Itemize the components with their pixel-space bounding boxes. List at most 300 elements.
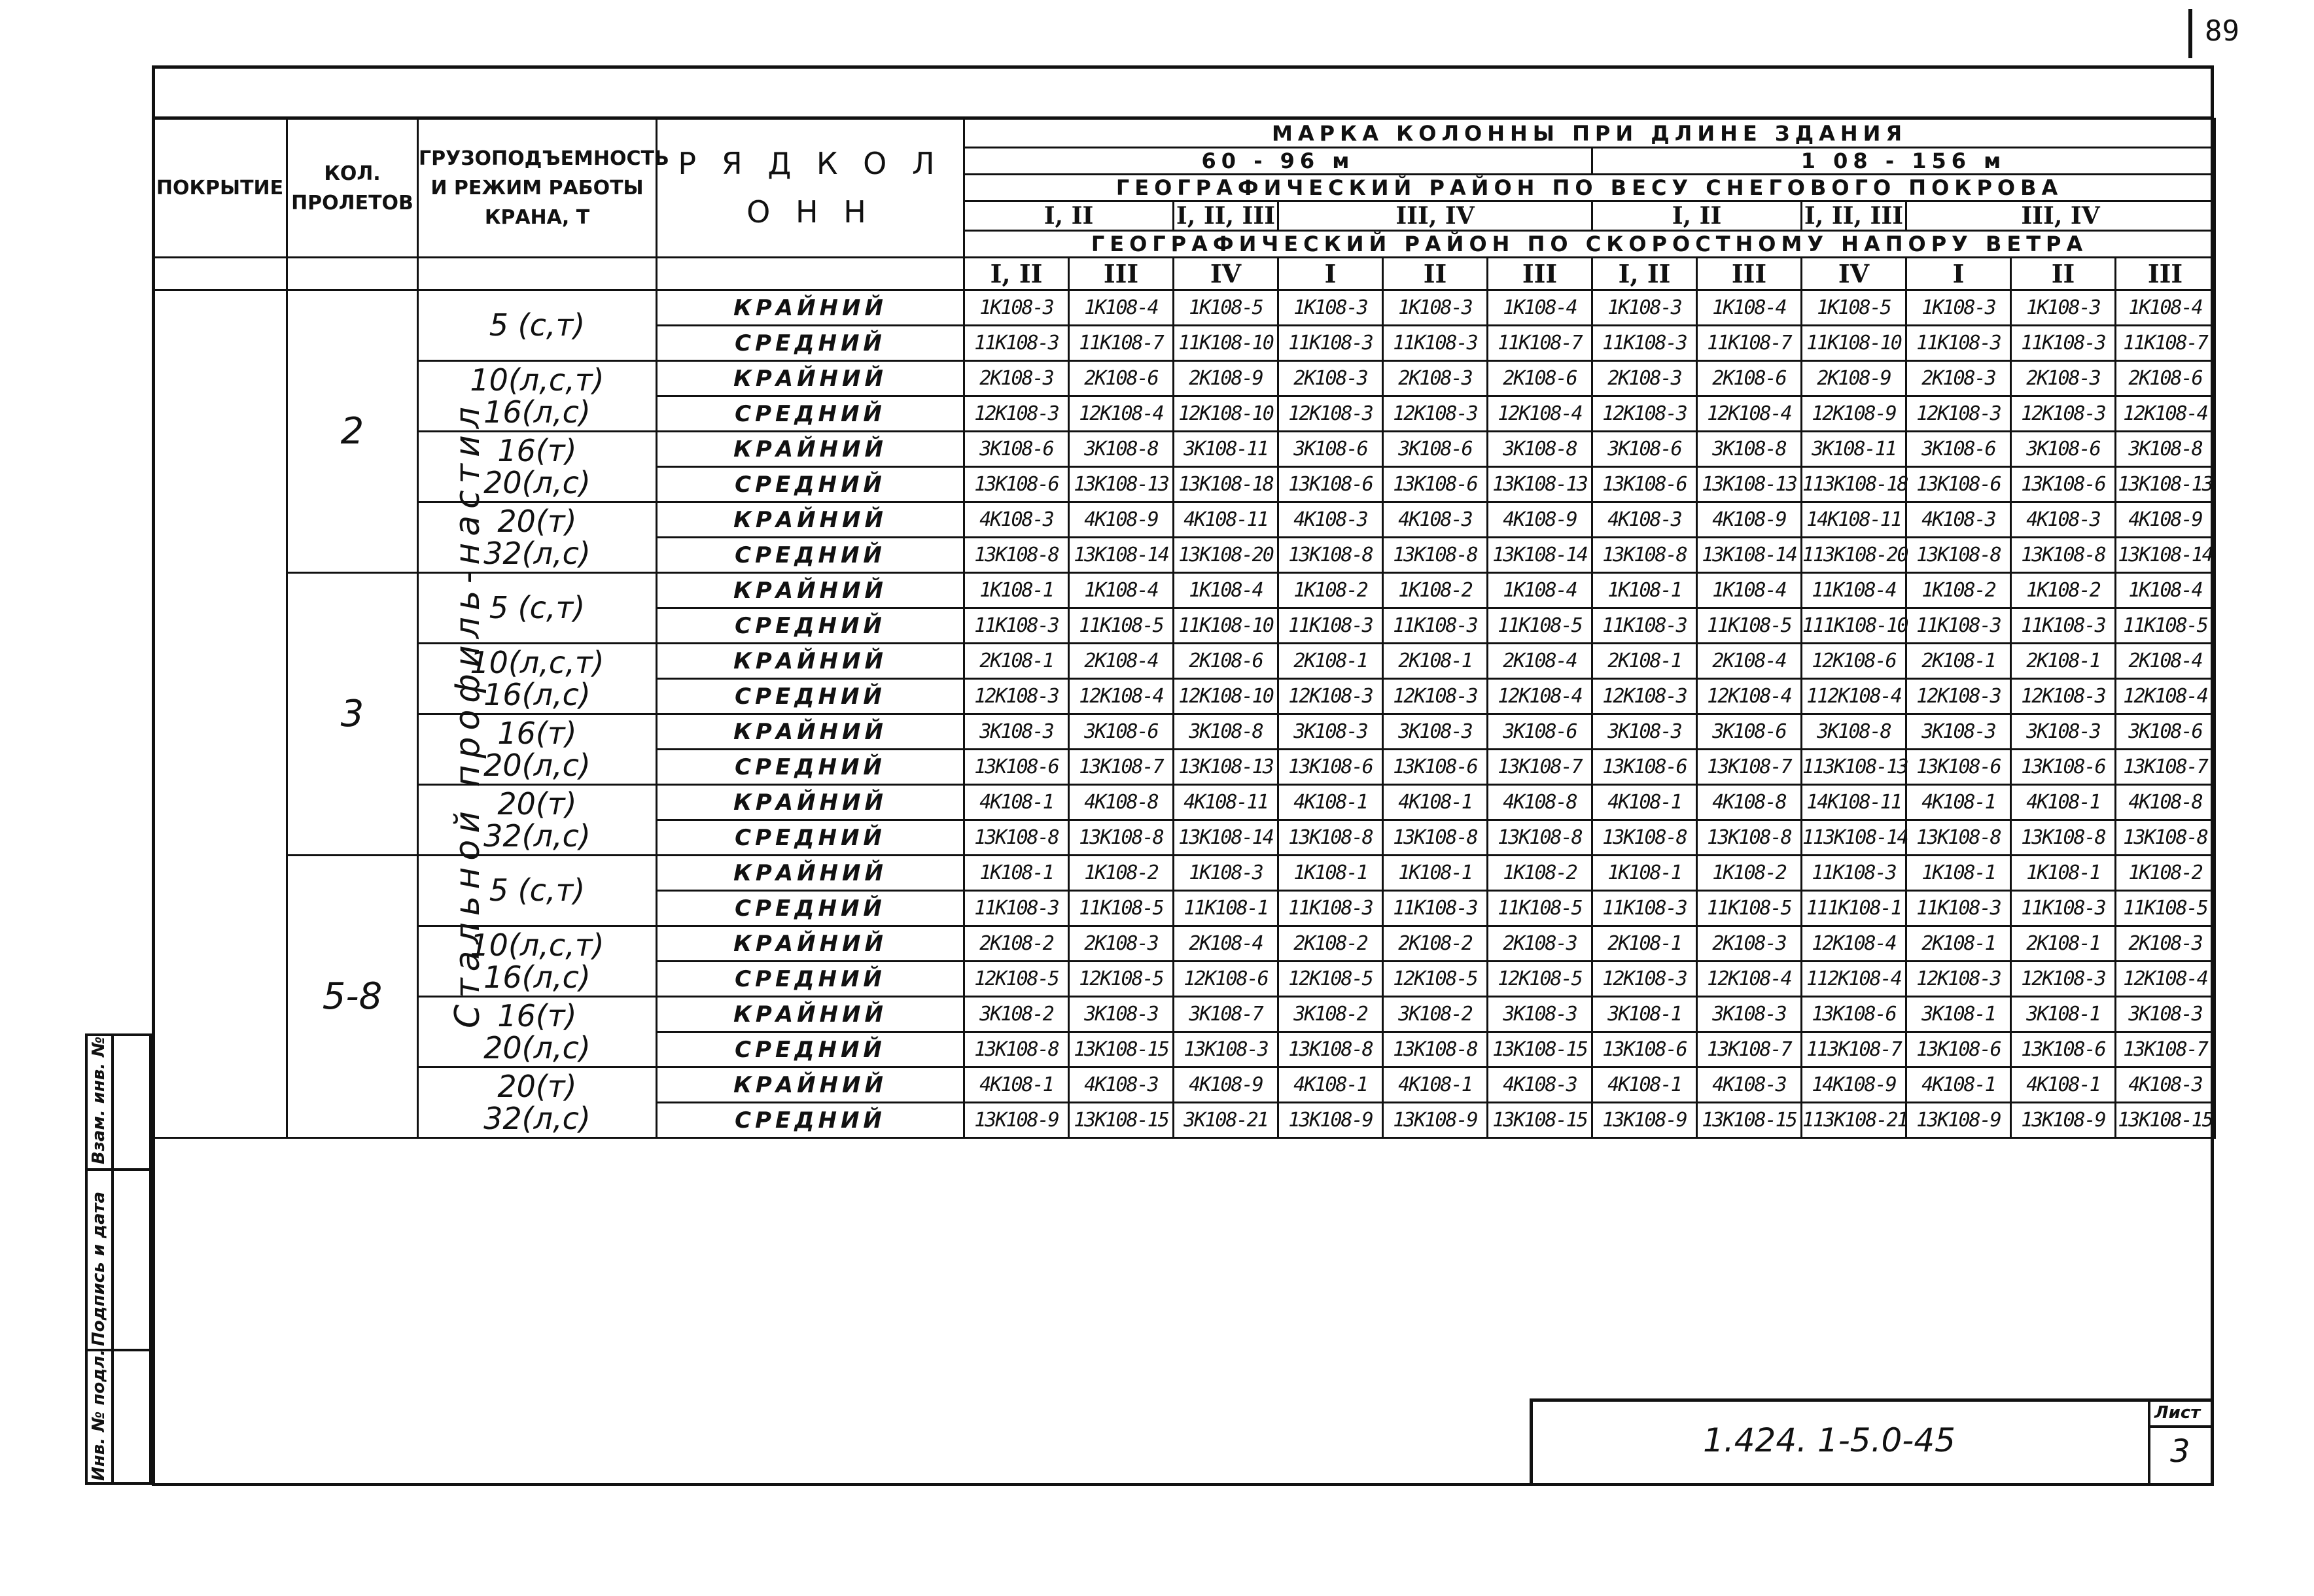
column-mark-cell: 3К108-8 xyxy=(1697,432,1802,467)
column-mark-cell: 4К108-1 xyxy=(1383,1067,1488,1103)
crane-line: 10(л,с,т) xyxy=(470,362,605,398)
snow-group-3: III, IV xyxy=(1278,201,1592,231)
crane-line: 20(т) xyxy=(497,786,577,822)
column-mark-cell: 3К108-3 xyxy=(1488,997,1592,1032)
column-row-label: СРЕДНИЙ xyxy=(657,396,964,432)
header-length-108-156: 1 08 - 156 м xyxy=(1592,148,2215,175)
crane-line: 5 (с,т) xyxy=(489,590,586,626)
side-stamp xyxy=(85,1033,152,1485)
column-mark-cell: 2К108-3 xyxy=(2011,361,2116,396)
snow-group-4: I, II xyxy=(1592,201,1802,231)
column-mark-cell: 12К108-3 xyxy=(2011,962,2116,997)
stamp-inv-repl: Взам. инв. № xyxy=(89,1036,109,1164)
crane-line: 16(л,с) xyxy=(483,959,591,995)
column-row-label: СРЕДНИЙ xyxy=(657,891,964,926)
column-mark-cell: 1К108-3 xyxy=(1592,290,1697,326)
column-mark-cell: 2К108-6 xyxy=(1488,361,1592,396)
column-mark-cell: 12К108-9 xyxy=(1802,396,1906,432)
column-mark-cell: 3К108-3 xyxy=(1697,997,1802,1032)
column-mark-cell: 13К108-7 xyxy=(2116,750,2215,785)
column-mark-cell: 12К108-3 xyxy=(1383,396,1488,432)
column-mark-cell: 2К108-2 xyxy=(964,926,1069,962)
column-mark-cell: 1К108-2 xyxy=(1906,573,2011,608)
wind-col-4: I xyxy=(1278,258,1383,290)
column-mark-cell: 13К108-8 xyxy=(1592,820,1697,856)
column-mark-cell: 1К108-1 xyxy=(1278,856,1383,891)
column-mark-cell: 3К108-8 xyxy=(1069,432,1174,467)
column-mark-cell: 3К108-3 xyxy=(964,714,1069,750)
column-mark-cell: 1К108-4 xyxy=(2116,290,2215,326)
column-mark-cell: 12К108-6 xyxy=(1802,644,1906,679)
column-mark-cell: 4К108-9 xyxy=(1174,1067,1278,1103)
column-mark-cell: 13К108-8 xyxy=(1383,820,1488,856)
column-mark-cell: 4К108-11 xyxy=(1174,502,1278,538)
wind-col-3: IV xyxy=(1174,258,1278,290)
column-row-label: КРАЙНИЙ xyxy=(657,502,964,538)
column-row-label: КРАЙНИЙ xyxy=(657,997,964,1032)
column-mark-cell: 3К108-2 xyxy=(1383,997,1488,1032)
column-mark-cell: 13К108-7 xyxy=(1697,750,1802,785)
column-mark-cell: 2К108-3 xyxy=(2116,926,2215,962)
column-mark-cell: 2К108-4 xyxy=(1174,926,1278,962)
column-mark-cell: 13К108-20 xyxy=(1174,538,1278,573)
column-mark-cell: 2К108-6 xyxy=(1069,361,1174,396)
column-mark-cell: 3К108-1 xyxy=(2011,997,2116,1032)
column-mark-cell: 12К108-3 xyxy=(1906,962,2011,997)
column-mark-cell: 2К108-1 xyxy=(2011,926,2116,962)
column-mark-cell: 3К108-3 xyxy=(1592,714,1697,750)
spans-count-cell: 3 xyxy=(287,573,418,856)
column-mark-cell: 13К108-18 xyxy=(1174,467,1278,502)
column-mark-cell: 1К108-1 xyxy=(1383,856,1488,891)
column-mark-cell: 4К108-1 xyxy=(964,785,1069,820)
wind-col-6: III xyxy=(1488,258,1592,290)
title-block xyxy=(1530,1398,2214,1486)
column-mark-cell: 4К108-8 xyxy=(1488,785,1592,820)
column-mark-cell: 11К108-7 xyxy=(1697,326,1802,361)
column-mark-cell: 3К108-3 xyxy=(1278,714,1383,750)
column-mark-cell: 4К108-3 xyxy=(1906,502,2011,538)
column-mark-cell: 2К108-6 xyxy=(1697,361,1802,396)
column-mark-cell: 13К108-6 xyxy=(2011,1032,2116,1067)
wind-col-9: IV xyxy=(1802,258,1906,290)
column-mark-cell: 14К108-11 xyxy=(1802,785,1906,820)
column-mark-cell: 4К108-3 xyxy=(1592,502,1697,538)
column-mark-cell: 1К108-4 xyxy=(1174,573,1278,608)
column-mark-cell: 4К108-9 xyxy=(2116,502,2215,538)
column-mark-cell: 1К108-4 xyxy=(2116,573,2215,608)
column-mark-cell: 11К108-3 xyxy=(964,608,1069,644)
column-mark-cell: 11К108-3 xyxy=(1278,608,1383,644)
column-mark-cell: 13К108-6 xyxy=(2011,750,2116,785)
page-number: 89 xyxy=(2205,14,2239,48)
column-mark-cell: 11К108-10 xyxy=(1174,608,1278,644)
column-mark-cell: 4К108-1 xyxy=(1592,785,1697,820)
column-row-label: КРАЙНИЙ xyxy=(657,290,964,326)
column-row-label: КРАЙНИЙ xyxy=(657,856,964,891)
snow-group-6: III, IV xyxy=(1906,201,2215,231)
column-mark-cell: 113К108-18 xyxy=(1802,467,1906,502)
column-mark-cell: 4К108-1 xyxy=(1278,1067,1383,1103)
column-mark-cell: 3К108-6 xyxy=(2116,714,2215,750)
column-mark-cell: 13К108-6 xyxy=(2011,467,2116,502)
column-mark-cell: 2К108-3 xyxy=(1592,361,1697,396)
column-mark-cell: 11К108-3 xyxy=(1906,891,2011,926)
column-mark-cell: 11К108-3 xyxy=(1383,891,1488,926)
column-row-label: СРЕДНИЙ xyxy=(657,750,964,785)
column-mark-cell: 13К108-6 xyxy=(1906,467,2011,502)
column-mark-cell: 13К108-6 xyxy=(1592,467,1697,502)
column-mark-cell: 4К108-1 xyxy=(2011,785,2116,820)
column-mark-cell: 2К108-6 xyxy=(1174,644,1278,679)
crane-line: 16(т) xyxy=(497,998,577,1034)
wind-col-8: III xyxy=(1697,258,1802,290)
column-mark-cell: 12К108-5 xyxy=(964,962,1069,997)
column-mark-cell: 1К108-4 xyxy=(1069,290,1174,326)
column-mark-cell: 113К108-13 xyxy=(1802,750,1906,785)
column-marks-table xyxy=(152,118,2216,1139)
column-mark-cell: 2К108-1 xyxy=(1592,926,1697,962)
column-mark-cell: 1К108-1 xyxy=(1592,573,1697,608)
header-covering: ПОКРЫТИЕ xyxy=(153,119,287,258)
column-mark-cell: 1К108-1 xyxy=(964,573,1069,608)
column-mark-cell: 2К108-4 xyxy=(1488,644,1592,679)
crane-line: 16(т) xyxy=(497,716,577,752)
column-mark-cell: 13К108-8 xyxy=(1592,538,1697,573)
document-code: 1.424. 1-5.0-45 xyxy=(1703,1421,1955,1459)
column-row-label: СРЕДНИЙ xyxy=(657,962,964,997)
crane-line: 5 (с,т) xyxy=(489,873,586,909)
column-mark-cell: 13К108-14 xyxy=(2116,538,2215,573)
column-mark-cell: 12К108-6 xyxy=(1174,962,1278,997)
column-row-label: СРЕДНИЙ xyxy=(657,679,964,714)
column-mark-cell: 3К108-3 xyxy=(1906,714,2011,750)
column-mark-cell: 2К108-1 xyxy=(1383,644,1488,679)
top-strip xyxy=(152,65,2214,119)
wind-col-11: II xyxy=(2011,258,2116,290)
column-mark-cell: 1К108-2 xyxy=(1278,573,1383,608)
column-mark-cell: 3К108-6 xyxy=(964,432,1069,467)
column-mark-cell: 2К108-6 xyxy=(2116,361,2215,396)
column-mark-cell: 13К108-15 xyxy=(1069,1032,1174,1067)
column-mark-cell: 13К108-6 xyxy=(1278,467,1383,502)
column-mark-cell: 3К108-6 xyxy=(1592,432,1697,467)
spans-count-cell: 5-8 xyxy=(287,856,418,1138)
column-mark-cell: 12К108-4 xyxy=(1697,962,1802,997)
column-mark-cell: 4К108-11 xyxy=(1174,785,1278,820)
column-mark-cell: 11К108-7 xyxy=(2116,326,2215,361)
column-mark-cell: 12К108-3 xyxy=(2011,679,2116,714)
column-mark-cell: 3К108-6 xyxy=(2011,432,2116,467)
column-mark-cell: 13К108-6 xyxy=(1383,467,1488,502)
column-mark-cell: 111К108-1 xyxy=(1802,891,1906,926)
column-mark-cell: 3К108-6 xyxy=(1488,714,1592,750)
column-mark-cell: 4К108-3 xyxy=(1383,502,1488,538)
column-mark-cell: 12К108-3 xyxy=(1383,679,1488,714)
column-mark-cell: 4К108-1 xyxy=(1906,1067,2011,1103)
crane-line: 16(л,с) xyxy=(483,394,591,430)
column-row-label: КРАЙНИЙ xyxy=(657,926,964,962)
column-mark-cell: 13К108-14 xyxy=(1697,538,1802,573)
column-mark-cell: 11К108-3 xyxy=(1278,326,1383,361)
column-mark-cell: 13К108-7 xyxy=(2116,1032,2215,1067)
column-mark-cell: 2К108-1 xyxy=(1278,644,1383,679)
column-mark-cell: 1К108-3 xyxy=(1383,290,1488,326)
column-mark-cell: 11К108-3 xyxy=(1906,326,2011,361)
column-mark-cell: 3К108-11 xyxy=(1802,432,1906,467)
crane-line: 32(л,с) xyxy=(483,818,591,854)
column-mark-cell: 11К108-3 xyxy=(1383,326,1488,361)
column-mark-cell: 1К108-1 xyxy=(1592,856,1697,891)
column-mark-cell: 13К108-6 xyxy=(1906,750,2011,785)
column-mark-cell: 13К108-8 xyxy=(1383,1032,1488,1067)
column-mark-cell: 13К108-7 xyxy=(1488,750,1592,785)
column-mark-cell: 11К108-5 xyxy=(2116,891,2215,926)
sheet-box xyxy=(2148,1402,2211,1483)
sheet-number: 3 xyxy=(2170,1433,2190,1470)
column-mark-cell: 11К108-7 xyxy=(1488,326,1592,361)
column-mark-cell: 2К108-9 xyxy=(1174,361,1278,396)
table-row xyxy=(153,1067,2215,1103)
column-mark-cell: 13К108-15 xyxy=(1488,1032,1592,1067)
column-mark-cell: 13К108-8 xyxy=(1383,538,1488,573)
covering-value: Стальной профиль-настил xyxy=(447,400,487,1028)
column-mark-cell: 11К108-3 xyxy=(1802,856,1906,891)
wind-col-7: I, II xyxy=(1592,258,1697,290)
column-row-label: КРАЙНИЙ xyxy=(657,714,964,750)
column-mark-cell: 13К108-15 xyxy=(1069,1103,1174,1138)
table-body xyxy=(153,119,2215,1138)
header-snow-title: ГЕОГРАФИЧЕСКИЙ РАЙОН ПО ВЕСУ СНЕГОВОГО ПОКРОВА xyxy=(964,175,2215,201)
column-mark-cell: 2К108-4 xyxy=(2116,644,2215,679)
column-mark-cell: 1К108-5 xyxy=(1802,290,1906,326)
header-mark-title: МАРКА КОЛОННЫ ПРИ ДЛИНЕ ЗДАНИЯ xyxy=(964,119,2215,148)
column-mark-cell: 14К108-11 xyxy=(1802,502,1906,538)
column-mark-cell: 1К108-2 xyxy=(2116,856,2215,891)
column-mark-cell: 1К108-2 xyxy=(1488,856,1592,891)
column-mark-cell: 11К108-3 xyxy=(1592,891,1697,926)
snow-group-1: I, II xyxy=(964,201,1174,231)
column-mark-cell: 13К108-6 xyxy=(1383,750,1488,785)
column-mark-cell: 13К108-14 xyxy=(1488,538,1592,573)
sheet-label: Лист xyxy=(2154,1403,2201,1423)
column-mark-cell: 3К108-6 xyxy=(1278,432,1383,467)
crane-line: 32(л,с) xyxy=(483,535,591,571)
column-mark-cell: 12К108-5 xyxy=(1069,962,1174,997)
column-mark-cell: 1К108-5 xyxy=(1174,290,1278,326)
column-mark-cell: 112К108-4 xyxy=(1802,962,1906,997)
column-mark-cell: 113К108-21 xyxy=(1802,1103,1906,1138)
header-wind-title: ГЕОГРАФИЧЕСКИЙ РАЙОН ПО СКОРОСТНОМУ НАПОРУ ВЕТРА xyxy=(964,231,2215,258)
column-mark-cell: 13К108-8 xyxy=(2011,538,2116,573)
column-mark-cell: 13К108-13 xyxy=(1488,467,1592,502)
column-mark-cell: 1К108-1 xyxy=(964,856,1069,891)
column-mark-cell: 13К108-6 xyxy=(964,467,1069,502)
column-mark-cell: 2К108-3 xyxy=(1697,926,1802,962)
column-mark-cell: 11К108-10 xyxy=(1802,326,1906,361)
column-mark-cell: 3К108-8 xyxy=(1174,714,1278,750)
column-mark-cell: 11К108-5 xyxy=(1069,891,1174,926)
column-mark-cell: 12К108-4 xyxy=(1802,926,1906,962)
wind-columns-row xyxy=(153,258,2215,290)
column-mark-cell: 1К108-4 xyxy=(1697,573,1802,608)
column-mark-cell: 13К108-9 xyxy=(2011,1103,2116,1138)
column-mark-cell: 13К108-13 xyxy=(1174,750,1278,785)
column-mark-cell: 4К108-3 xyxy=(2116,1067,2215,1103)
column-mark-cell: 13К108-8 xyxy=(2116,820,2215,856)
column-row-label: СРЕДНИЙ xyxy=(657,820,964,856)
column-mark-cell: 13К108-15 xyxy=(2116,1103,2215,1138)
column-mark-cell: 3К108-1 xyxy=(1906,997,2011,1032)
column-mark-cell: 13К108-14 xyxy=(1174,820,1278,856)
column-mark-cell: 13К108-9 xyxy=(1278,1103,1383,1138)
column-mark-cell: 3К108-8 xyxy=(1802,714,1906,750)
column-mark-cell: 12К108-3 xyxy=(964,679,1069,714)
column-mark-cell: 2К108-1 xyxy=(1906,644,2011,679)
column-row-label: СРЕДНИЙ xyxy=(657,538,964,573)
column-mark-cell: 4К108-1 xyxy=(1592,1067,1697,1103)
column-mark-cell: 4К108-1 xyxy=(1383,785,1488,820)
column-mark-cell: 3К108-21 xyxy=(1174,1103,1278,1138)
column-mark-cell: 13К108-13 xyxy=(1697,467,1802,502)
column-mark-cell: 2К108-9 xyxy=(1802,361,1906,396)
column-mark-cell: 1К108-3 xyxy=(1906,290,2011,326)
column-mark-cell: 3К108-7 xyxy=(1174,997,1278,1032)
column-mark-cell: 1К108-3 xyxy=(1278,290,1383,326)
column-mark-cell: 1К108-4 xyxy=(1697,290,1802,326)
column-mark-cell: 13К108-13 xyxy=(2116,467,2215,502)
column-mark-cell: 112К108-4 xyxy=(1802,679,1906,714)
wind-col-12: III xyxy=(2116,258,2215,290)
column-mark-cell: 12К108-5 xyxy=(1383,962,1488,997)
column-mark-cell: 13К108-6 xyxy=(1592,1032,1697,1067)
wind-col-10: I xyxy=(1906,258,2011,290)
column-mark-cell: 4К108-1 xyxy=(964,1067,1069,1103)
column-mark-cell: 3К108-1 xyxy=(1592,997,1697,1032)
column-mark-cell: 2К108-2 xyxy=(1383,926,1488,962)
column-mark-cell: 13К108-8 xyxy=(964,820,1069,856)
column-mark-cell: 2К108-3 xyxy=(1906,361,2011,396)
column-mark-cell: 1К108-3 xyxy=(1174,856,1278,891)
column-mark-cell: 3К108-8 xyxy=(1488,432,1592,467)
table-row xyxy=(153,361,2215,396)
column-mark-cell: 13К108-9 xyxy=(1383,1103,1488,1138)
column-mark-cell: 13К108-7 xyxy=(1697,1032,1802,1067)
column-row-label: КРАЙНИЙ xyxy=(657,644,964,679)
column-mark-cell: 11К108-3 xyxy=(1906,608,2011,644)
column-mark-cell: 3К108-6 xyxy=(1069,714,1174,750)
column-mark-cell: 11К108-5 xyxy=(2116,608,2215,644)
wind-col-5: II xyxy=(1383,258,1488,290)
column-mark-cell: 12К108-3 xyxy=(1906,679,2011,714)
column-mark-cell: 2К108-3 xyxy=(1069,926,1174,962)
column-mark-cell: 12К108-3 xyxy=(1592,962,1697,997)
column-mark-cell: 13К108-8 xyxy=(2011,820,2116,856)
column-mark-cell: 1К108-1 xyxy=(1906,856,2011,891)
column-mark-cell: 1К108-4 xyxy=(1488,290,1592,326)
column-row-label: СРЕДНИЙ xyxy=(657,467,964,502)
column-mark-cell: 1К108-4 xyxy=(1069,573,1174,608)
column-row-label: СРЕДНИЙ xyxy=(657,608,964,644)
column-mark-cell: 12К108-4 xyxy=(1697,679,1802,714)
column-mark-cell: 4К108-3 xyxy=(1697,1067,1802,1103)
crane-line: 20(т) xyxy=(497,1069,577,1105)
wind-col-2: III xyxy=(1069,258,1174,290)
column-mark-cell: 13К108-8 xyxy=(1488,820,1592,856)
column-mark-cell: 13К108-6 xyxy=(1906,1032,2011,1067)
column-mark-cell: 1К108-2 xyxy=(2011,573,2116,608)
column-mark-cell: 12К108-4 xyxy=(2116,679,2215,714)
column-mark-cell: 13К108-8 xyxy=(964,1032,1069,1067)
column-mark-cell: 4К108-3 xyxy=(1278,502,1383,538)
column-mark-cell: 1К108-2 xyxy=(1697,856,1802,891)
column-mark-cell: 13К108-6 xyxy=(964,750,1069,785)
column-mark-cell: 2К108-1 xyxy=(1592,644,1697,679)
column-mark-cell: 13К108-9 xyxy=(1906,1103,2011,1138)
column-mark-cell: 12К108-4 xyxy=(1697,396,1802,432)
column-mark-cell: 11К108-5 xyxy=(1488,608,1592,644)
column-mark-cell: 4К108-3 xyxy=(1488,1067,1592,1103)
column-mark-cell: 3К108-3 xyxy=(1383,714,1488,750)
column-mark-cell: 1К108-3 xyxy=(2011,290,2116,326)
column-row-label: СРЕДНИЙ xyxy=(657,1032,964,1067)
column-mark-cell: 2К108-3 xyxy=(1278,361,1383,396)
column-mark-cell: 2К108-1 xyxy=(964,644,1069,679)
column-mark-cell: 2К108-1 xyxy=(2011,644,2116,679)
column-mark-cell: 13К108-7 xyxy=(1069,750,1174,785)
column-mark-cell: 11К108-3 xyxy=(1278,891,1383,926)
column-mark-cell: 12К108-5 xyxy=(1278,962,1383,997)
column-mark-cell: 12К108-3 xyxy=(1592,679,1697,714)
column-row-label: СРЕДНИЙ xyxy=(657,1103,964,1138)
column-mark-cell: 13К108-8 xyxy=(1069,820,1174,856)
column-mark-cell: 12К108-3 xyxy=(2011,396,2116,432)
column-mark-cell: 12К108-3 xyxy=(1592,396,1697,432)
header-column-row: Р Я Д К О Л О Н Н xyxy=(657,119,964,258)
column-mark-cell: 111К108-10 xyxy=(1802,608,1906,644)
column-mark-cell: 13К108-6 xyxy=(1592,750,1697,785)
column-mark-cell: 113К108-20 xyxy=(1802,538,1906,573)
column-mark-cell: 2К108-3 xyxy=(1488,926,1592,962)
stamp-inv-orig: Инв. № подл. xyxy=(89,1349,109,1481)
column-mark-cell: 11К108-5 xyxy=(1488,891,1592,926)
column-mark-cell: 13К108-15 xyxy=(1697,1103,1802,1138)
column-mark-cell: 11К108-5 xyxy=(1697,891,1802,926)
header-crane: ГРУЗОПОДЪЕМНОСТЬ И РЕЖИМ РАБОТЫ КРАНА, Т xyxy=(418,119,657,258)
column-mark-cell: 4К108-3 xyxy=(1069,1067,1174,1103)
column-mark-cell: 11К108-1 xyxy=(1174,891,1278,926)
column-mark-cell: 4К108-8 xyxy=(1069,785,1174,820)
column-mark-cell: 4К108-1 xyxy=(1278,785,1383,820)
column-mark-cell: 12К108-3 xyxy=(1278,396,1383,432)
column-mark-cell: 13К108-3 xyxy=(1174,1032,1278,1067)
column-mark-cell: 13К108-8 xyxy=(964,538,1069,573)
snow-group-5: I, II, III xyxy=(1802,201,1906,231)
column-mark-cell: 4К108-3 xyxy=(964,502,1069,538)
crane-line: 20(л,с) xyxy=(483,464,591,500)
header-length-60-96: 60 - 96 м xyxy=(964,148,1592,175)
column-mark-cell: 13К108-8 xyxy=(1906,538,2011,573)
column-row-label: КРАЙНИЙ xyxy=(657,361,964,396)
sheet-separator xyxy=(2150,1425,2211,1428)
column-mark-cell: 1К108-1 xyxy=(2011,856,2116,891)
column-mark-cell: 1К108-3 xyxy=(964,290,1069,326)
crane-line: 32(л,с) xyxy=(483,1100,591,1136)
column-mark-cell: 1К108-4 xyxy=(1488,573,1592,608)
column-mark-cell: 3К108-6 xyxy=(1383,432,1488,467)
crane-cell xyxy=(418,290,657,361)
column-mark-cell: 4К108-8 xyxy=(1697,785,1802,820)
